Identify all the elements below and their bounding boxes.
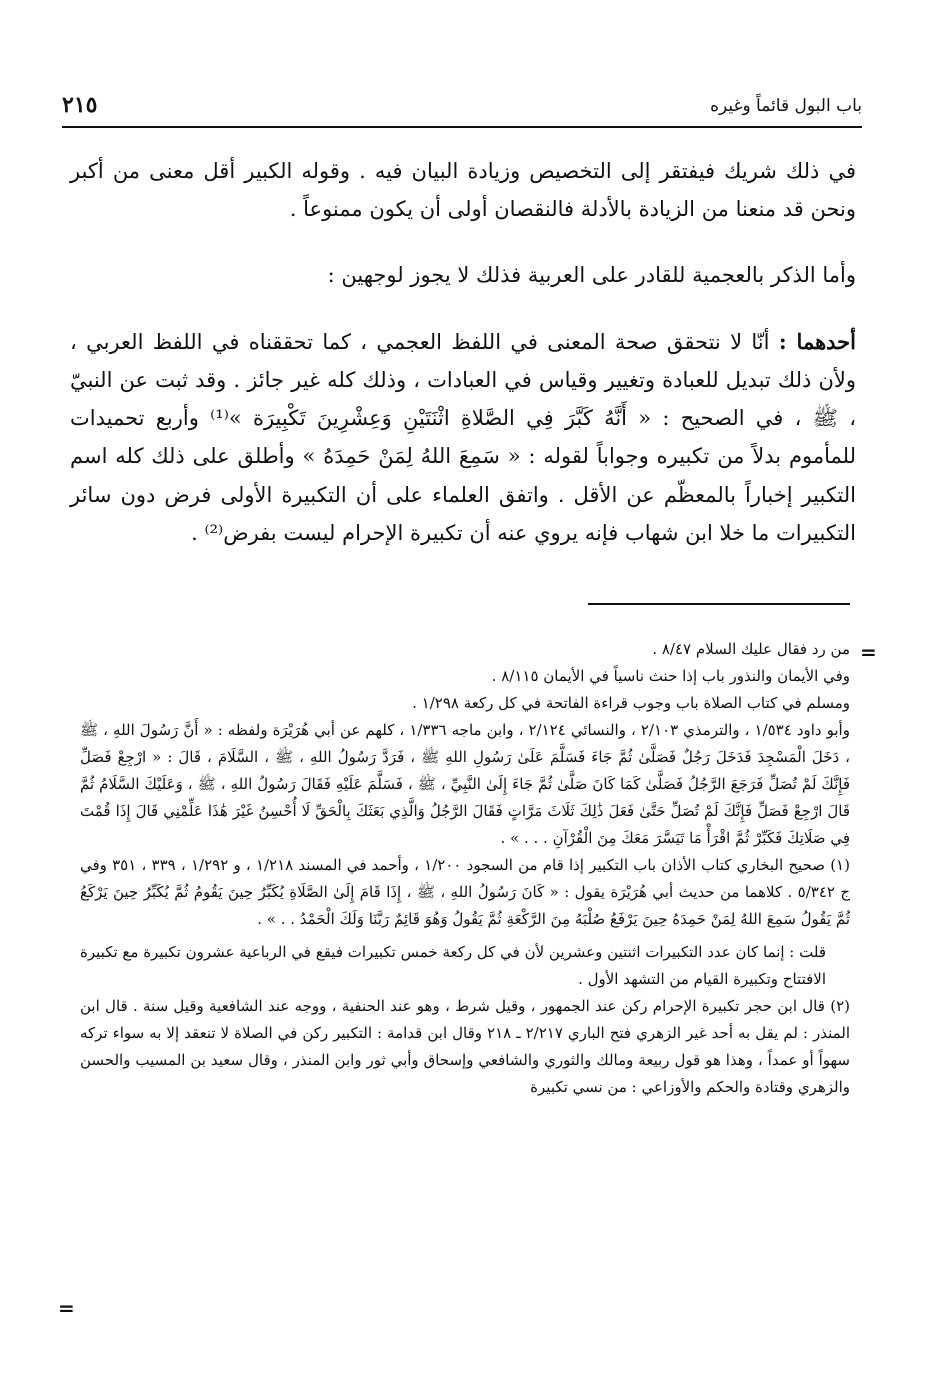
footnote-continuation-line-2: وفي الأيمان والنذور باب إذا حنث ناسياً في الأيمان ٨/١١٥ . — [491, 667, 850, 685]
paragraph-3-text: أنّا لا نتحقق صحة المعنى في اللفظ العجمي ، كما تحققناه في اللفظ العربي ، ولأن ذلك تبديل للعبادة وتغيير وقياس في العبادات ، وذلك كله غير جائز . وقد ثبت عن النبيّ ، ﷺ ، في الصحيح : « أَنَّهُ كَبَّرَ فِي الصَّلاةِ اثْنَتَيْنِ وَعِشْرِينَ تَكْبِيرَة »⁽¹⁾ وأربع تحميدات للمأموم بدلاً من تكبيره وجواباً لقوله : « سَمِعَ اللهُ لِمَنْ حَمِدَهُ » وأطلق على ذلك كله اسم التكبير إخباراً بالمعظّم عن الأقل . واتفق العلماء على أن التكبيرة الأولى فرض دون سائر التكبيرات ما خلا ابن شهاب فإنه يروي عنه أن تكبيرة الإحرام ليست بفرض⁽²⁾ . — [70, 329, 856, 545]
footnote-1-note: قلت : إنما كان عدد التكبيرات اثنتين وعشرين لأن في كل ركعة خمس تكبيرات فيقع في الرباعية عشرون تكبيرة مع تكبيرة الافتتاح وتكبيرة القيام من التشهد الأول . — [80, 943, 826, 988]
page-header — [62, 92, 862, 128]
footnote-2-text: قال ابن حجر تكبيرة الإحرام ركن عند الجمهور ، وقيل شرط ، وهو عند الحنفية ، ووجه عند الشافعية وقيل سنة . قال ابن المنذر : لم يقل به أحد غير الزهري فتح الباري ٢/٢١٧ ـ ٢١٨ وقال ابن قدامة : التكبير ركن في الصلاة لا تنعقد إلا به سواء تركه سهواً أو عمداً ، وهذا هو قول ربيعة ومالك والثوري والشافعي وإسحاق وأبي ثور وابن المنذر ، وقال سعيد بن المسيب والحسن والزهري وقتادة والحكم والأوزاعي : من نسي تكبيرة — [80, 997, 851, 1096]
paragraph-2: وأما الذكر بالعجمية للقادر على العربية فذلك لا يجوز لوجهين : — [327, 263, 856, 288]
page-number: ٢١٥ — [62, 92, 98, 118]
footnote-1 — [80, 852, 850, 933]
footnote-2 — [80, 993, 850, 1101]
footnote-continuation-hadith: وأبو داود ١/٥٣٤ ، والترمذي ٢/١٠٣ ، والنسائي ٢/١٢٤ ، وابن ماجه ١/٣٣٦ ، كلهم عن أبي هُرَيْرَة ولفظه : « أَنَّ رَسُولَ اللهِ ، ﷺ ، دَخَلَ الْمَسْجِدَ فَدَخَلَ رَجُلٌ فَصَلَّىٰ ثُمَّ جَاءَ فَسَلَّمَ عَلَىٰ رَسُولِ اللهِ ﷺ ، فَرَدَّ رَسُولُ اللهِ ، ﷺ ، السَّلَامَ ، قَالَ : « ارْجِعْ فَصَلِّ فَإِنَّكَ لَمْ تُصَلِّ فَرَجَعَ الرَّجُلُ فَصَلَّىٰ كَمَا كَانَ صَلَّىٰ ثُمَّ جَاءَ إِلَىٰ النَّبِيِّ ، ﷺ ، فَسَلَّمَ عَلَيْهِ فَقَالَ رَسُولُ اللهِ ، ﷺ ، وَعَلَيْكَ السَّلَامُ ثُمَّ قَالَ ارْجِعْ فَصَلِّ فَإِنَّكَ لَمْ تُصَلِّ حَتَّىٰ فَعَلَ ذَٰلِكَ ثَلَاثَ مَرَّاتٍ فَقَالَ الرَّجُلُ وَالَّذِي بَعَثَكَ بِالْحَقِّ لَا أُحْسِنُ غَيْرَ هَٰذَا عَلِّمْنِي قَالَ إِذَا قُمْتَ فِي صَلَاتِكَ فَكَبِّرْ ثُمَّ اقْرَأْ مَا تَيَسَّرَ مَعَكَ مِنَ الْقُرْآنِ . . . » . — [80, 721, 850, 847]
paragraph-1: في ذلك شريك فيفتقر إلى التخصيص وزيادة البيان فيه . وقوله الكبير أقل معنى من أكبر ونحن قد منعنا من الزيادة بالأدلة فالنقصان أولى أن يكون ممنوعاً . — [70, 159, 856, 222]
paragraph-3 — [70, 323, 856, 552]
paragraph-3-lead: أحدهما : — [778, 328, 857, 354]
chapter-title: باب البول قائماً وغيره — [710, 96, 862, 116]
footnote-1-text: صحيح البخاري كتاب الأذان باب التكبير إذا قام من السجود ١/٢٠٠ ، وأحمد في المسند ١/٢١٨ ، و ١/٢٩٢ ، ٣٣٩ ، ٣٥١ وفي ج ٥/٣٤٢ . كلاهما من حديث أبي هُرَيْرَة يقول : « كَانَ رَسُولُ اللهِ ، ﷺ ، إِذَا قَامَ إِلَىٰ الصَّلَاةِ يُكَبِّرُ حِينَ يَقُومُ ثُمَّ يُكَبِّرُ حِينَ يَرْكَعُ ثُمَّ يَقُولُ سَمِعَ اللهُ لِمَنْ حَمِدَهُ حِينَ يَرْفَعُ صُلْبَهُ مِنَ الرَّكْعَةِ ثُمَّ يَقُولُ وَهُوَ قَائِمٌ رَبَّنَا وَلَكَ الْحَمْدُ . . » . — [80, 856, 851, 928]
footnote-continuation-line-3: ومسلم في كتاب الصلاة باب وجوب قراءة الفاتحة في كل ركعة ١/٢٩٨ . — [412, 694, 850, 712]
footnote-continuation-line-1: من رد فقال عليك السلام ٨/٤٧ . — [652, 640, 850, 658]
footnote-1-number: (١) — [830, 856, 850, 874]
footnotes — [80, 636, 850, 1101]
footnote-separator — [588, 603, 850, 605]
main-text — [70, 152, 856, 552]
continuation-mark-bottom: = — [58, 1296, 75, 1320]
continuation-mark-top: = — [860, 640, 877, 664]
footnote-2-number: (٢) — [830, 997, 850, 1015]
